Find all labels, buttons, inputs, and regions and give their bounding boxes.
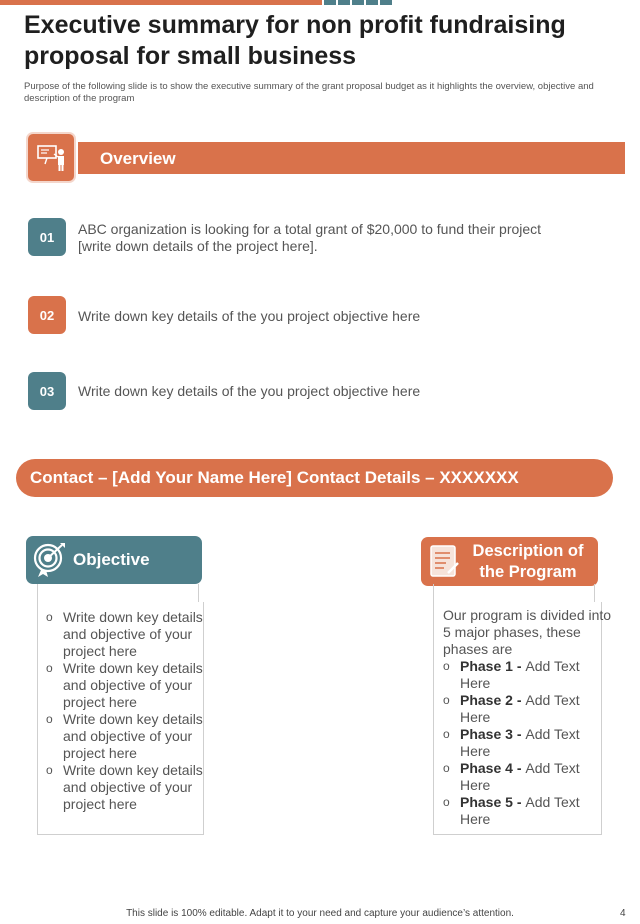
- page-title: Executive summary for non profit fundraising proposal for small business: [24, 11, 566, 70]
- list-item: o Phase 4 - Add Text Here: [443, 760, 580, 793]
- presentation-icon: [36, 144, 68, 172]
- objective-label: Objective: [73, 550, 150, 569]
- item-number-badge: 02: [28, 296, 66, 334]
- contact-text: Contact – [Add Your Name Here] Contact Details – XXXXXXX: [30, 468, 519, 487]
- item-number-badge: 01: [28, 218, 66, 256]
- list-item: o Phase 5 - Add Text Here: [443, 794, 580, 827]
- overview-label: Overview: [100, 149, 176, 168]
- top-accent-bar: [0, 0, 322, 5]
- overview-icon-box: [26, 132, 76, 183]
- list-item: o Write down key details and objective of your project here: [46, 609, 203, 659]
- list-item: o Write down key details and objective of your project here: [46, 762, 203, 812]
- page-subtitle: Purpose of the following slide is to show the executive summary of the grant proposal budget as it highlights the overview, objective and description of the program: [24, 81, 594, 104]
- list-item: o Write down key details and objective of your project here: [46, 711, 203, 761]
- list-item: o Write down key details and objective of your project here: [46, 660, 203, 710]
- target-icon: [33, 542, 67, 578]
- footer-note: This slide is 100% editable. Adapt it to your need and capture your audience’s attention.: [126, 908, 514, 919]
- list-item: o Phase 2 - Add Text Here: [443, 692, 580, 725]
- description-label: Description of the Program: [472, 542, 584, 581]
- list-item: o Phase 3 - Add Text Here: [443, 726, 580, 759]
- description-intro: Our program is divided into 5 major phases, these phases are: [443, 607, 612, 657]
- document-icon: [428, 543, 460, 579]
- overview-item-text: Write down key details of the you project objective here: [78, 383, 421, 399]
- phase-list: [443, 658, 603, 828]
- overview-item-text: ABC organization is looking for a total grant of $20,000 to fund their project [write down details of the project here].: [78, 221, 542, 254]
- item-number-badge: 03: [28, 372, 66, 410]
- overview-item-text: Write down key details of the you project objective here: [78, 308, 421, 324]
- top-accent-blocks: [324, 0, 392, 5]
- page-number: 4: [620, 908, 626, 919]
- list-item: o Phase 1 - Add Text Here: [443, 658, 580, 691]
- objective-list: [46, 609, 206, 813]
